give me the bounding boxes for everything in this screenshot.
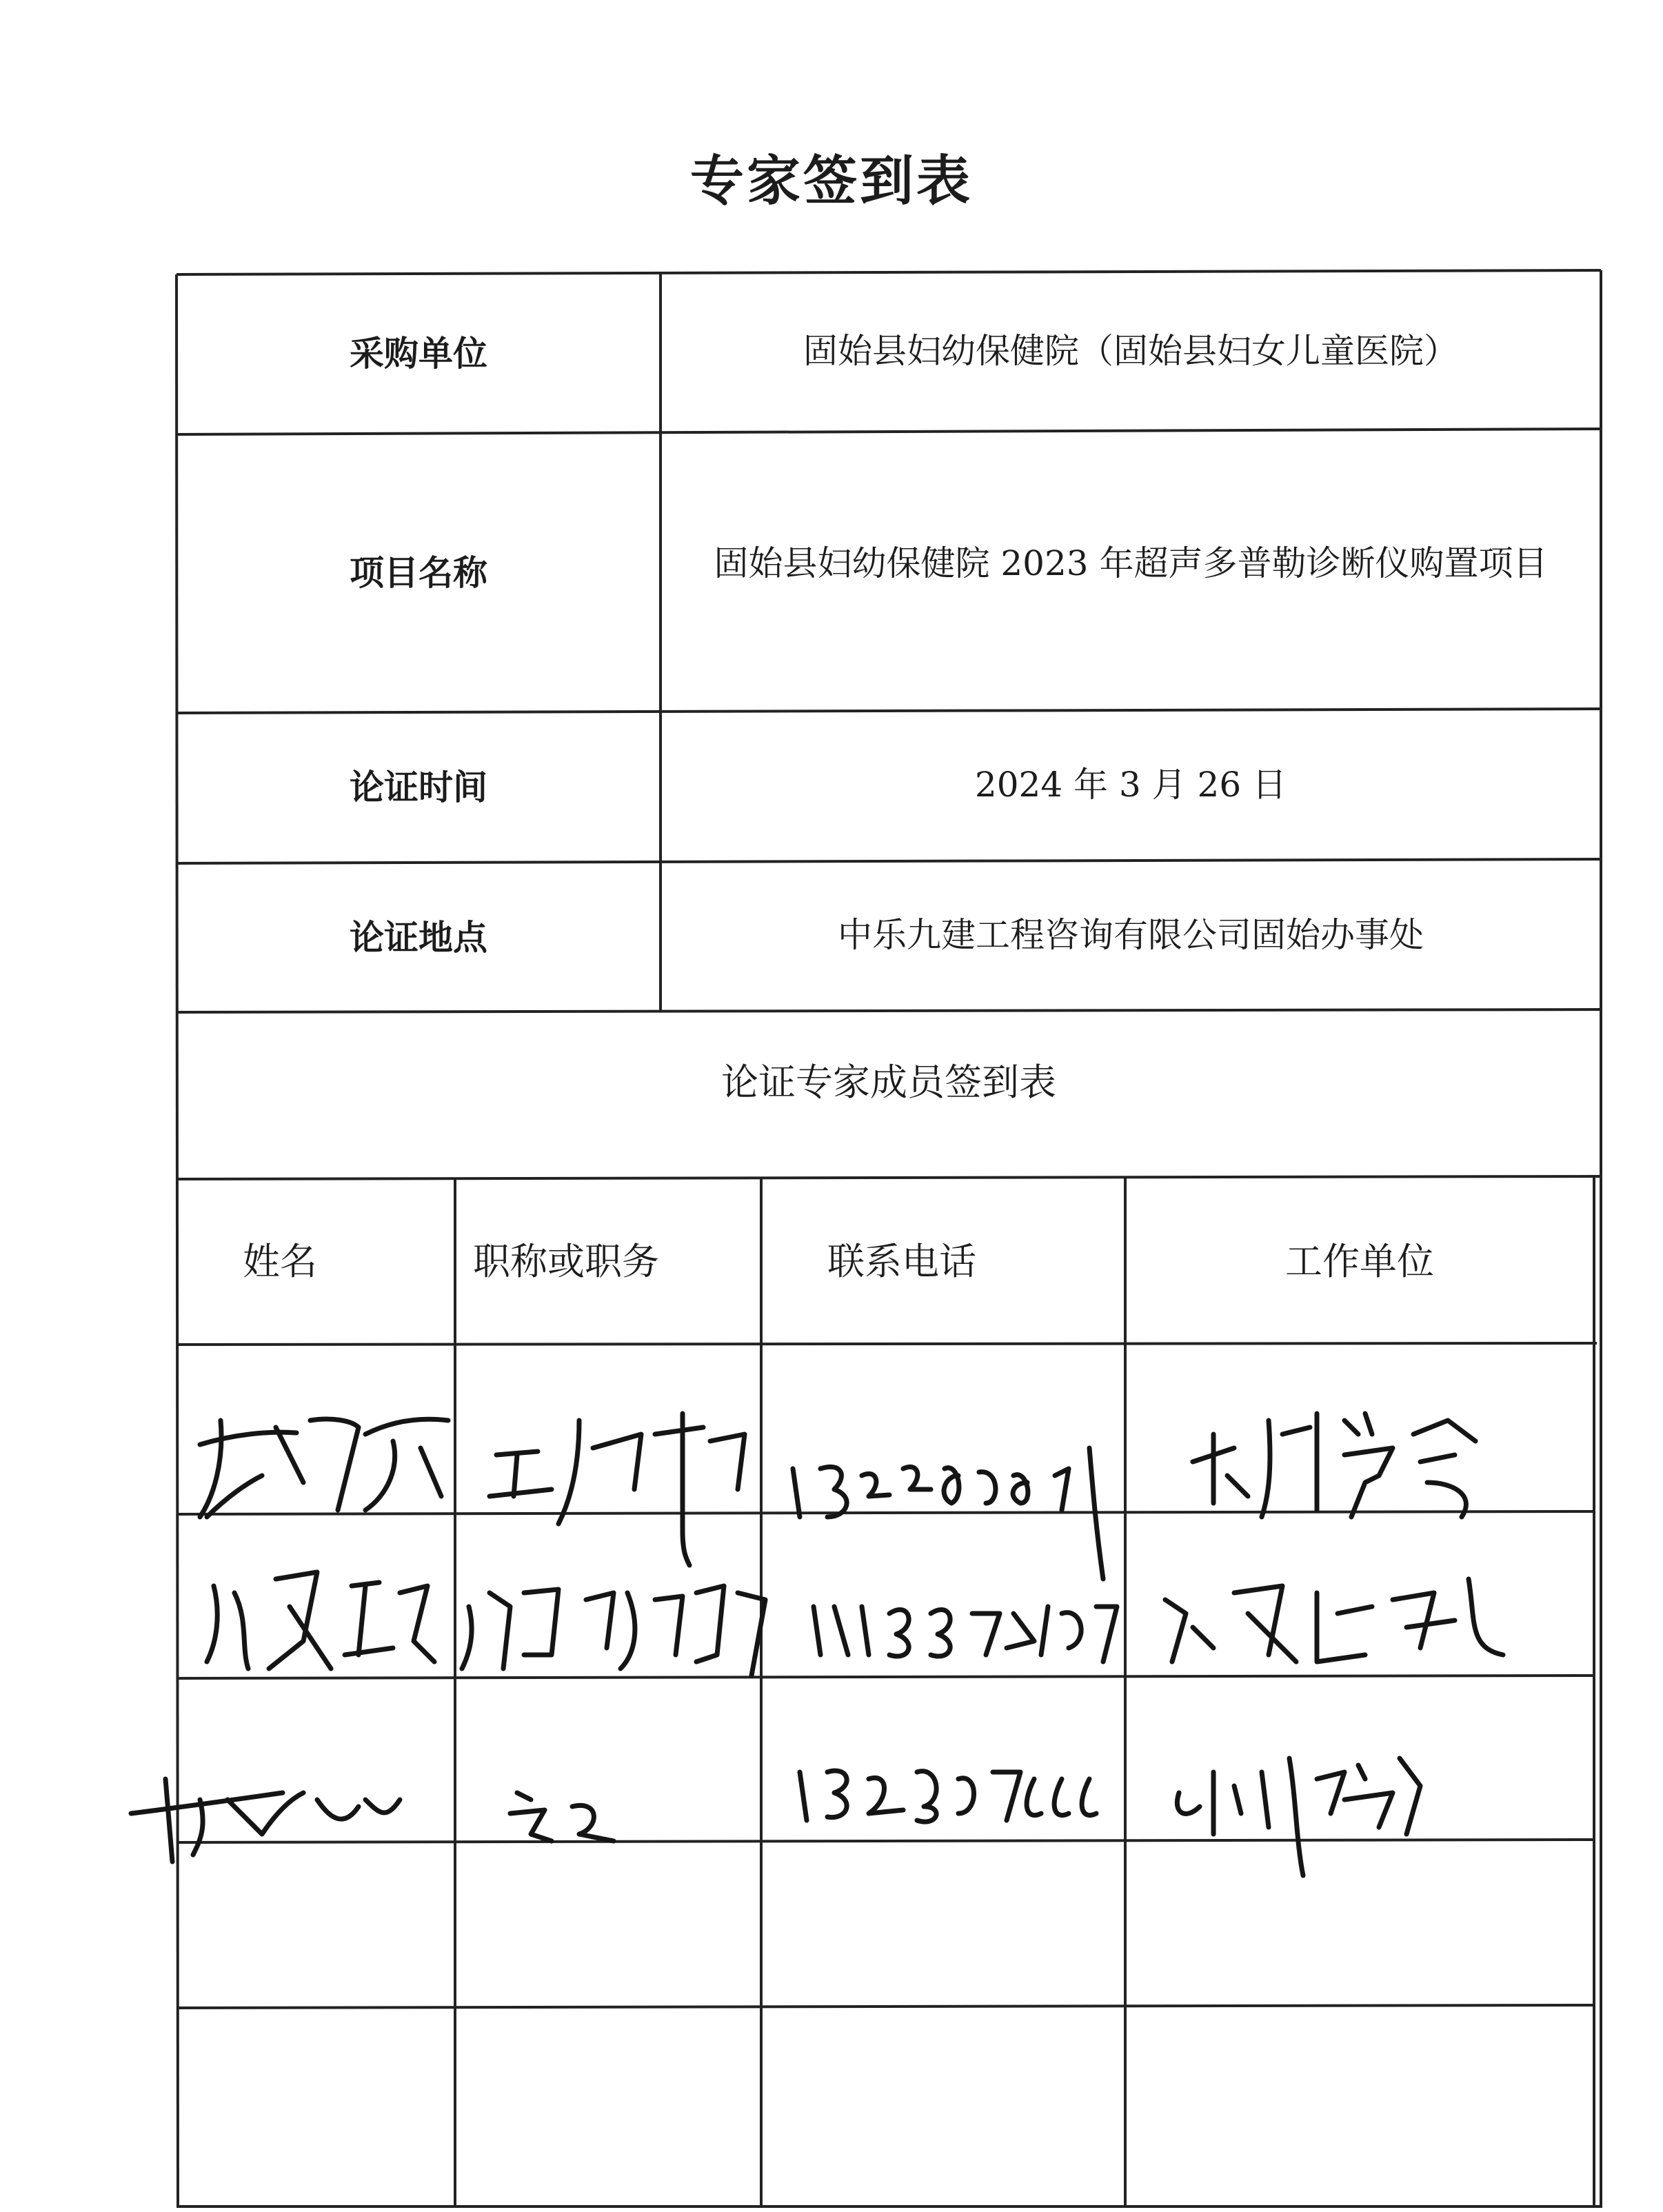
purchaser-label: 采购单位 — [350, 333, 487, 374]
signature-unit-row-1 — [1186, 1379, 1503, 1531]
page-title: 专家签到表 — [689, 150, 973, 212]
signature-unit-row-2 — [1145, 1551, 1531, 1676]
signature-phone-row-2 — [800, 1565, 1124, 1682]
project-name-label: 项目名称 — [350, 552, 487, 593]
col-header-title: 职称或职务 — [473, 1239, 659, 1283]
col-header-phone: 联系电话 — [827, 1239, 976, 1283]
signature-phone-row-3 — [786, 1738, 1117, 1841]
signature-name-row-3 — [124, 1758, 414, 1869]
review-location-label: 论证地点 — [350, 917, 487, 958]
signature-title-row-3 — [496, 1765, 648, 1855]
signature-title-row-1 — [476, 1393, 765, 1531]
review-date-value: 2024 年 3 月 26 日 — [974, 764, 1287, 805]
review-location-value: 中乐九建工程咨询有限公司固始办事处 — [838, 914, 1424, 955]
section-title: 论证专家成员签到表 — [721, 1060, 1056, 1104]
col-header-unit: 工作单位 — [1285, 1239, 1434, 1283]
review-date-label: 论证时间 — [350, 767, 487, 807]
project-name-value: 固始县妇幼保健院 2023 年超声多普勒诊断仪购置项目 — [714, 543, 1548, 583]
signature-phone-row-1 — [779, 1420, 1124, 1531]
signature-name-row-2 — [186, 1545, 448, 1682]
signature-title-row-2 — [448, 1551, 779, 1682]
col-header-name: 姓名 — [243, 1239, 317, 1283]
signature-name-row-1 — [172, 1379, 462, 1531]
signature-unit-row-3 — [1165, 1731, 1441, 1882]
purchaser-value: 固始县妇幼保健院（固始县妇女儿童医院） — [803, 330, 1458, 371]
